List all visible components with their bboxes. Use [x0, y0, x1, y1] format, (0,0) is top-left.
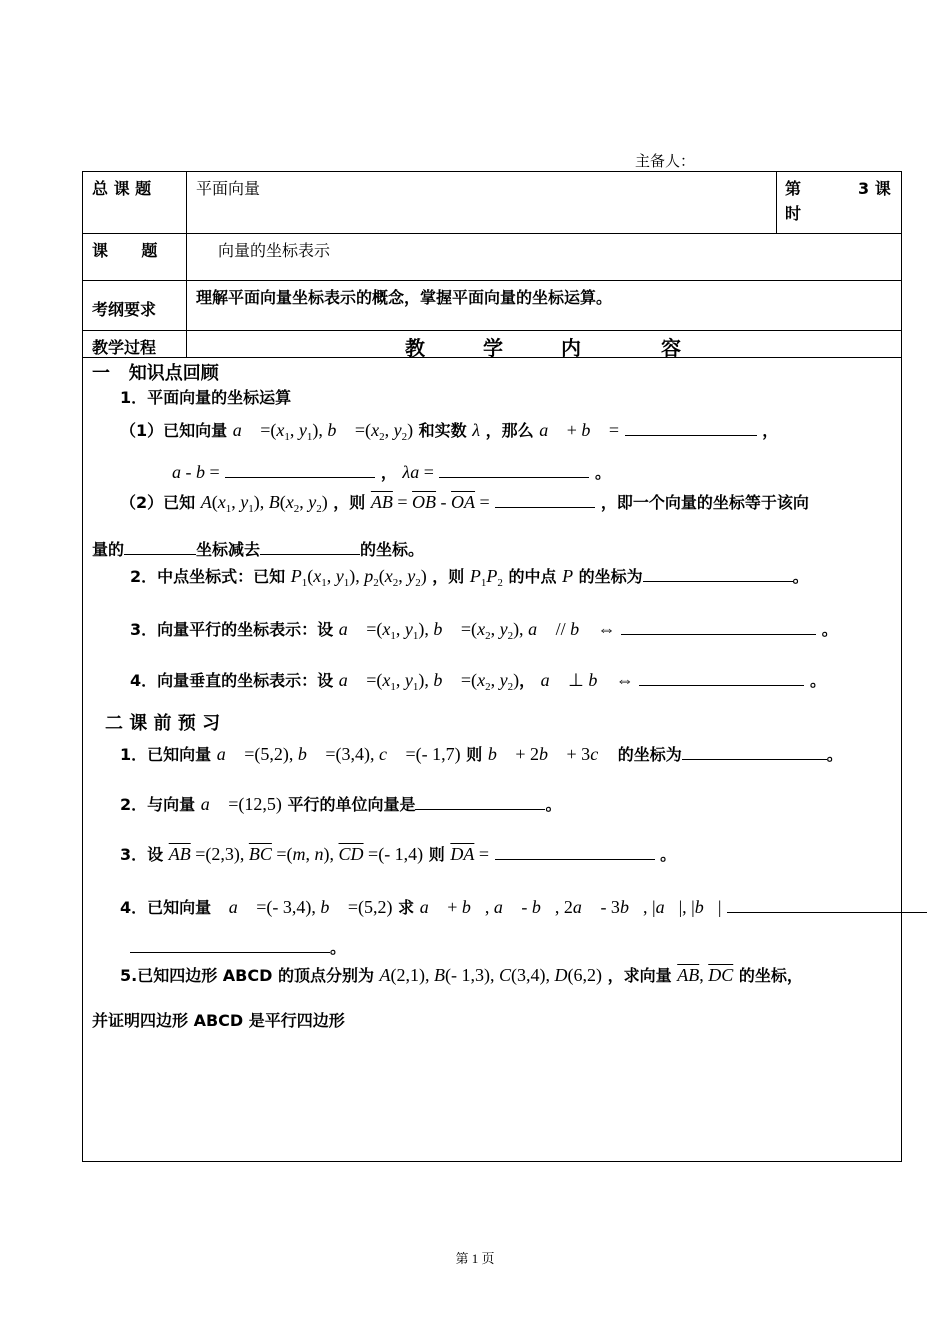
preview-q5-line2: 并证明四边形 ABCD 是平行四边形 — [92, 1011, 345, 1030]
item-1-2-line2: 量的 坐标减去 的坐标。 — [92, 540, 425, 559]
item-4: 4．向量垂直的坐标表示：设 a⃗ $=(x_1$, $y_1$), b⃗ $=(x_2$, $y_2$)， a⃗ ⊥ b⃗ ⇔ 。 — [130, 670, 827, 693]
preview-q5: 5.已知四边形 ABCD 的顶点分别为 A(2,1), B(- 1,3), C(3,4), D(6,2) ，求向量 $\overline{AB}$, $\overline{DC}$ 的坐标， — [120, 965, 803, 985]
lesson-tail: 时 — [785, 204, 802, 223]
section-2-title: 二 课 前 预 习 — [105, 713, 221, 734]
content-char-3: 内 — [561, 336, 581, 360]
row-label-process: 教学过程 — [92, 338, 157, 357]
preview-q4-line2: 。 — [130, 935, 346, 958]
row-label-requirements: 考纲要求 — [92, 300, 157, 319]
item-3: 3．向量平行的坐标表示：设 a⃗ $=(x_1$, $y_1$), b⃗ $=(x_2$, $y_2$), a⃗ // b⃗ ⇔ 。 — [130, 619, 838, 642]
item-1-1-line2: a - b = ， λa = 。 — [172, 462, 612, 482]
requirements-value: 理解平面向量坐标表示的概念，掌握平面向量的坐标运算。 — [196, 288, 613, 307]
item-1-1: （1）已知向量 a⃗ $=(x_1$, $y_1$), b⃗ $=(x_2$, $y_2$) 和实数 λ ，那么 a⃗ + b⃗ = ， — [120, 420, 779, 443]
preparer-label: 主备人： — [635, 152, 696, 170]
lesson-number: 3 课 — [858, 179, 891, 198]
preview-q1: 1．已知向量 a⃗ =(5,2), b⃗ =(3,4), c⃗ =(- 1,7) 则 b⃗ + 2b⃗ + 3c⃗ 的坐标为 。 — [120, 744, 843, 764]
row-label-topic: 总 课 题 — [92, 179, 152, 198]
row-label-subtopic: 课 题 — [92, 241, 158, 260]
section-1-title: 一 知识点回顾 — [92, 363, 219, 384]
content-char-1: 教 — [405, 336, 425, 360]
preview-q4: 4．已知向量 a⃗ =(- 3,4), b⃗ =(5,2) 求 a⃗ + b⃗, a⃗ - b⃗, 2a⃗ - 3b⃗, |a⃗|, |b⃗| — [120, 895, 927, 918]
preview-q2: 2．与向量 a⃗ =(12,5) 平行的单位向量是 。 — [120, 794, 562, 814]
content-char-4: 容 — [661, 336, 681, 360]
subtopic-value: 向量的坐标表示 — [218, 241, 331, 260]
topic-value: 平面向量 — [196, 179, 261, 198]
page-number: 第 1 页 — [455, 1251, 495, 1266]
lesson-label: 第 — [785, 179, 802, 198]
item-1-2: （2）已知 $A(x_1$, $y_1$), $B(x_2$, $y_2$) ，则 $\overline{AB} = \overline{OB} - \overline{OA}$ = ，即一个向量的坐标等于该向 — [120, 492, 809, 515]
content-char-2: 学 — [483, 336, 503, 360]
preview-q3: 3．设 $\overline{AB} =(2,3)$, $\overline{BC} =(m$, n), $\overline{CD}$ =(- 1,4) 则 $\overline{DA}$ = 。 — [120, 844, 677, 864]
item-2: 2．中点坐标式：已知 $P_1(x_1$, $y_1$), $p_2(x_2$, $y_2$) ，则 $P_1P_2$ 的中点 P 的坐标为 。 — [130, 566, 809, 589]
item-1-title: 1．平面向量的坐标运算 — [120, 388, 292, 407]
